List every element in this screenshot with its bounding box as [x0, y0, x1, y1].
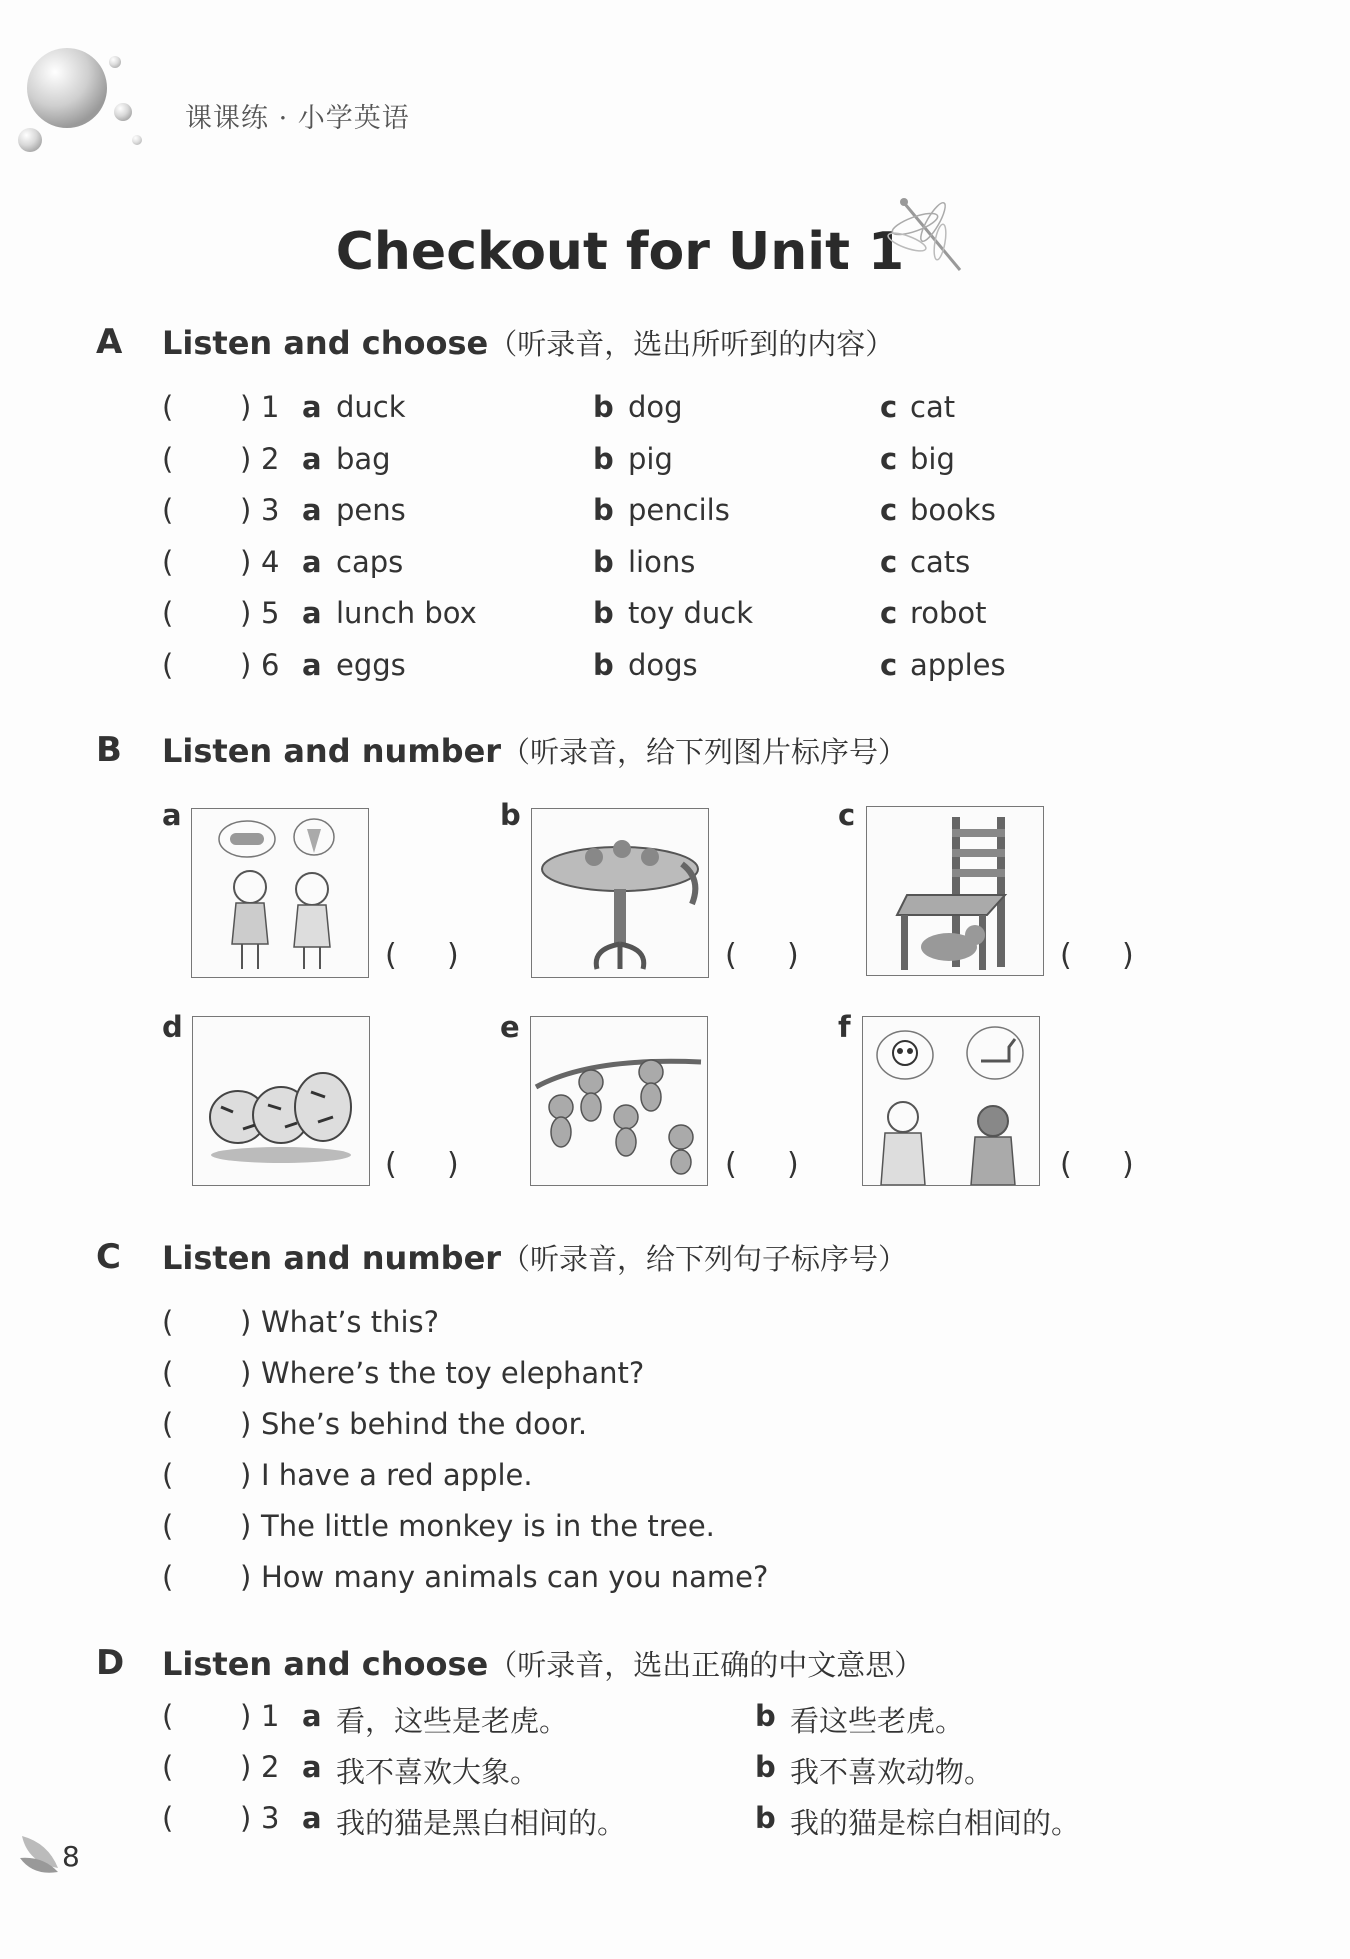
option-c[interactable]: robot: [910, 596, 987, 630]
answer-blank-close[interactable]: ): [240, 493, 252, 527]
option-b-letter: b: [593, 596, 614, 630]
option-a-letter: a: [302, 1750, 322, 1784]
question-row: [0, 1750, 1350, 1800]
option-b[interactable]: 看这些老虎。: [790, 1704, 965, 1738]
sentence-row: [0, 1458, 1350, 1508]
option-b-letter: b: [755, 1750, 776, 1784]
picture-label: f: [838, 1010, 851, 1044]
answer-blank-open[interactable]: (: [162, 1560, 174, 1594]
section-a-letter: A: [96, 322, 123, 362]
dragonfly-icon: [885, 192, 970, 282]
option-b[interactable]: dog: [628, 390, 683, 424]
option-b-letter: b: [593, 493, 614, 527]
section-a-title: Listen and choose（听录音，选出所听到的内容）: [162, 324, 895, 362]
answer-blank-close[interactable]: ): [240, 1801, 252, 1835]
answer-blank-close[interactable]: ): [240, 441, 252, 476]
question-number: 1: [261, 390, 280, 424]
option-b-letter: b: [593, 647, 614, 682]
sentence-text: What’s this?: [261, 1305, 440, 1339]
answer-blank-open[interactable]: (: [162, 1458, 174, 1492]
table-with-fruit-picture: [531, 808, 709, 978]
option-a-letter: a: [302, 493, 322, 527]
girls-thinking-food-picture: [191, 808, 369, 978]
boys-thinking-animals-picture: [862, 1016, 1040, 1186]
page-number: 8: [62, 1840, 80, 1873]
option-a[interactable]: pens: [336, 493, 406, 527]
answer-blank-close[interactable]: ): [240, 1560, 252, 1594]
answer-blank[interactable]: ( ): [1060, 938, 1134, 973]
answer-blank-open[interactable]: (: [162, 1305, 174, 1339]
option-c-letter: c: [880, 544, 898, 579]
leaf-decoration-icon: [18, 1828, 62, 1878]
option-c[interactable]: apples: [910, 647, 1006, 682]
answer-blank-open[interactable]: (: [162, 544, 174, 579]
option-c-letter: c: [880, 596, 898, 630]
answer-blank[interactable]: ( ): [385, 1147, 459, 1182]
option-b[interactable]: 我不喜欢动物。: [790, 1755, 994, 1789]
answer-blank-open[interactable]: (: [162, 1699, 174, 1733]
answer-blank[interactable]: ( ): [385, 938, 459, 973]
two-girls-thinking-food-icon: [192, 809, 368, 977]
option-b[interactable]: lions: [628, 544, 696, 579]
question-row: [0, 1699, 1350, 1749]
answer-blank-close[interactable]: ): [240, 1305, 252, 1339]
answer-blank[interactable]: ( ): [725, 938, 799, 973]
question-number: 2: [261, 441, 280, 476]
option-b[interactable]: 我的猫是棕白相间的。: [790, 1806, 1081, 1840]
sentence-row: [0, 1407, 1350, 1457]
section-c-letter: C: [96, 1237, 121, 1277]
answer-blank-open[interactable]: (: [162, 441, 174, 476]
question-number: 6: [261, 647, 280, 682]
tigers-icon: [193, 1017, 369, 1185]
picture-label: d: [162, 1010, 183, 1044]
option-b[interactable]: dogs: [628, 647, 698, 682]
answer-blank-open[interactable]: (: [162, 596, 174, 630]
option-a[interactable]: caps: [336, 544, 404, 579]
option-a[interactable]: lunch box: [336, 596, 477, 630]
option-a-letter: a: [302, 596, 322, 630]
option-c-letter: c: [880, 647, 898, 682]
answer-blank-close[interactable]: ): [240, 647, 252, 682]
option-a[interactable]: 我不喜欢大象。: [336, 1755, 540, 1789]
question-number: 5: [261, 596, 280, 630]
answer-blank-open[interactable]: (: [162, 1801, 174, 1835]
option-c[interactable]: books: [910, 493, 996, 527]
option-a[interactable]: bag: [336, 441, 391, 476]
answer-blank-open[interactable]: (: [162, 1356, 174, 1390]
chair-with-cat-picture: [866, 806, 1044, 976]
option-b-letter: b: [755, 1801, 776, 1835]
chair-with-cat-icon: [867, 807, 1043, 975]
picture-label: c: [838, 798, 856, 832]
table-with-fruit-icon: [532, 809, 708, 977]
option-b-letter: b: [593, 390, 614, 424]
section-c-title: Listen and number（听录音，给下列句子标序号）: [162, 1239, 908, 1277]
question-number: 1: [261, 1699, 280, 1733]
option-b[interactable]: toy duck: [628, 596, 754, 630]
answer-blank-close[interactable]: ): [240, 390, 252, 424]
option-b-letter: b: [593, 441, 614, 476]
sentence-text: How many animals can you name?: [261, 1560, 769, 1594]
monkeys-picture: [530, 1016, 708, 1186]
answer-blank-open[interactable]: (: [162, 493, 174, 527]
answer-blank-open[interactable]: (: [162, 1407, 174, 1441]
question-row: [0, 596, 1350, 646]
picture-label: a: [162, 798, 182, 832]
answer-blank-open[interactable]: (: [162, 1750, 174, 1784]
sentence-row: [0, 1560, 1350, 1610]
picture-label: e: [500, 1010, 520, 1044]
tigers-picture: [192, 1016, 370, 1186]
option-a-letter: a: [302, 441, 322, 476]
answer-blank-close[interactable]: ): [240, 1750, 252, 1784]
two-boys-thinking-animals-icon: [863, 1017, 1039, 1185]
sentence-row: [0, 1356, 1350, 1406]
answer-blank[interactable]: ( ): [1060, 1147, 1134, 1182]
question-row: [0, 390, 1350, 440]
bubble-decoration-icon: [15, 40, 145, 170]
answer-blank-close[interactable]: ): [240, 544, 252, 579]
option-a-letter: a: [302, 1801, 322, 1835]
sentence-text: She’s behind the door.: [261, 1407, 588, 1441]
answer-blank-open[interactable]: (: [162, 390, 174, 424]
option-c[interactable]: cat: [910, 390, 956, 424]
question-row: [0, 545, 1350, 595]
question-row: [0, 648, 1350, 698]
series-header: 课课练 · 小学英语: [185, 103, 410, 134]
question-row: [0, 442, 1350, 492]
option-b[interactable]: pencils: [628, 493, 730, 527]
answer-blank-close[interactable]: ): [240, 1458, 252, 1492]
answer-blank-close[interactable]: ): [240, 1407, 252, 1441]
option-c-letter: c: [880, 441, 898, 476]
answer-blank[interactable]: ( ): [725, 1147, 799, 1182]
question-number: 4: [261, 544, 280, 579]
answer-blank-close[interactable]: ): [240, 596, 252, 630]
section-b-title: Listen and number（听录音，给下列图片标序号）: [162, 732, 908, 770]
option-a-letter: a: [302, 1699, 322, 1733]
option-c-letter: c: [880, 493, 898, 527]
option-c[interactable]: big: [910, 441, 955, 476]
option-a-letter: a: [302, 544, 322, 579]
section-d-title: Listen and choose（听录音，选出正确的中文意思）: [162, 1645, 924, 1683]
sentence-text: I have a red apple.: [261, 1458, 533, 1492]
option-c[interactable]: cats: [910, 544, 971, 579]
option-b-letter: b: [755, 1699, 776, 1733]
option-a-letter: a: [302, 390, 322, 424]
answer-blank-open[interactable]: (: [162, 1509, 174, 1543]
question-number: 3: [261, 1801, 280, 1835]
option-a[interactable]: 看，这些是老虎。: [336, 1704, 569, 1738]
monkeys-on-branch-icon: [531, 1017, 707, 1185]
option-b[interactable]: pig: [628, 441, 673, 476]
section-d-letter: D: [96, 1643, 125, 1683]
sentence-row: [0, 1509, 1350, 1559]
question-row: [0, 493, 1350, 543]
answer-blank-close[interactable]: ): [240, 1356, 252, 1390]
option-a[interactable]: eggs: [336, 647, 406, 682]
option-a-letter: a: [302, 647, 322, 682]
picture-label: b: [500, 798, 521, 832]
page-title: Checkout for Unit 1: [335, 222, 905, 282]
question-number: 2: [261, 1750, 280, 1784]
answer-blank-close[interactable]: ): [240, 1509, 252, 1543]
answer-blank-close[interactable]: ): [240, 1699, 252, 1733]
question-row: [0, 1801, 1350, 1851]
sentence-row: [0, 1305, 1350, 1355]
option-c-letter: c: [880, 390, 898, 424]
option-a[interactable]: duck: [336, 390, 406, 424]
question-number: 3: [261, 493, 280, 527]
option-a[interactable]: 我的猫是黑白相间的。: [336, 1806, 627, 1840]
answer-blank-open[interactable]: (: [162, 647, 174, 682]
section-b-letter: B: [96, 730, 122, 770]
sentence-text: The little monkey is in the tree.: [261, 1509, 715, 1543]
option-b-letter: b: [593, 544, 614, 579]
sentence-text: Where’s the toy elephant?: [261, 1356, 645, 1390]
